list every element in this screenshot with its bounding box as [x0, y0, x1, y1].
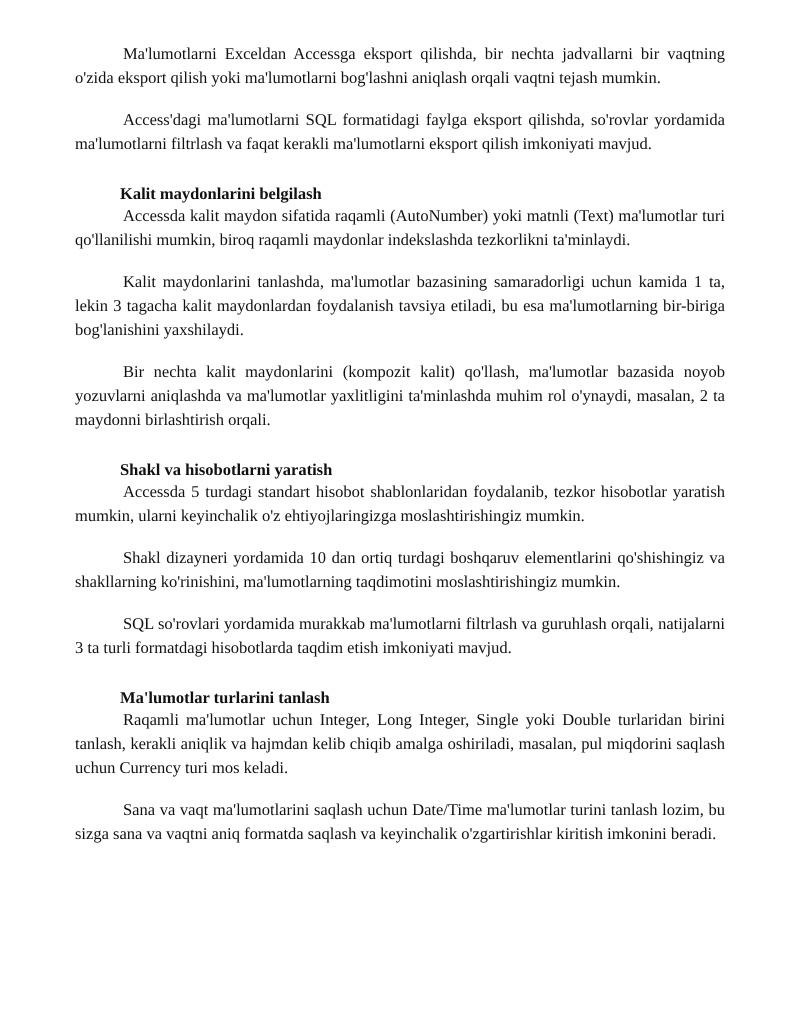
paragraph-date-time-type: Sana va vaqt ma'lumotlarini saqlash uchun Date/Time ma'lumotlar turini tanlash lozim, bu sizga sana va vaqtni aniq formatda saqlash va keyinchalik o'zgartirishlar kiritish imkonini beradi.	[75, 800, 725, 843]
paragraph-sql-queries-reports: SQL so'rovlari yordamida murakkab ma'lumotlarni filtrlash va guruhlash orqali, natijalarni 3 ta turli formatdagi hisobotlarda taqdim etish imkoniyati mavjud.	[75, 614, 725, 657]
paragraph-report-templates: Accessda 5 turdagi standart hisobot shablonlaridan foydalanib, tezkor hisobotlar yaratish mumkin, ularni keyinchalik o'z ehtiyojlaringizga moslashtirishingiz mumkin.	[75, 482, 725, 525]
paragraph-key-field-types: Accessda kalit maydon sifatida raqamli (AutoNumber) yoki matnli (Text) ma'lumotlar turi qo'llanilishi mumkin, biroq raqamli maydonlar indekslashda tezkorlikni ta'minlaydi.	[75, 206, 725, 249]
paragraph-numeric-types: Raqamli ma'lumotlar uchun Integer, Long Integer, Single yoki Double turlaridan birini tanlash, kerakli aniqlik va hajmdan kelib chiqib amalga oshiriladi, masalan, pul miqdorini saqlash uchun Currency turi mos keladi.	[75, 710, 725, 777]
heading-forms-and-reports: Shakl va hisobotlarni yaratish	[120, 460, 333, 479]
heading-key-fields: Kalit maydonlarini belgilash	[120, 184, 322, 203]
paragraph-access-to-sql-export: Access'dagi ma'lumotlarni SQL formatidagi faylga eksport qilishda, so'rovlar yordamida ma'lumotlarni filtrlash va faqat kerakli ma'lumotlarni eksport qilish imkoniyati mavjud.	[75, 110, 725, 153]
paragraph-composite-key: Bir nechta kalit maydonlarini (kompozit kalit) qo'llash, ma'lumotlar bazasida noyob yozuvlarni aniqlashda va ma'lumotlar yaxlitligini ta'minlashda muhim rol o'ynaydi, masalan, 2 ta maydonni birlashtirish orqali.	[75, 362, 725, 429]
paragraph-key-field-count: Kalit maydonlarini tanlashda, ma'lumotlar bazasining samaradorligi uchun kamida 1 ta, lekin 3 tagacha kalit maydonlardan foydalanish tavsiya etiladi, bu esa ma'lumotlarning bir-biriga bog'lanishini yaxshilaydi.	[75, 272, 725, 339]
heading-data-types: Ma'lumotlar turlarini tanlash	[120, 688, 330, 707]
paragraph-excel-to-access-export: Ma'lumotlarni Exceldan Accessga eksport qilishda, bir nechta jadvallarni bir vaqtning o'zida eksport qilish yoki ma'lumotlarni bog'lashni aniqlash orqali vaqtni tejash mumkin.	[75, 44, 725, 87]
document-page	[75, 42, 725, 864]
paragraph-form-designer: Shakl dizayneri yordamida 10 dan ortiq turdagi boshqaruv elementlarini qo'shishingiz va shakllarning ko'rinishini, ma'lumotlarning taqdimotini moslashtirishingiz mumkin.	[75, 548, 725, 591]
